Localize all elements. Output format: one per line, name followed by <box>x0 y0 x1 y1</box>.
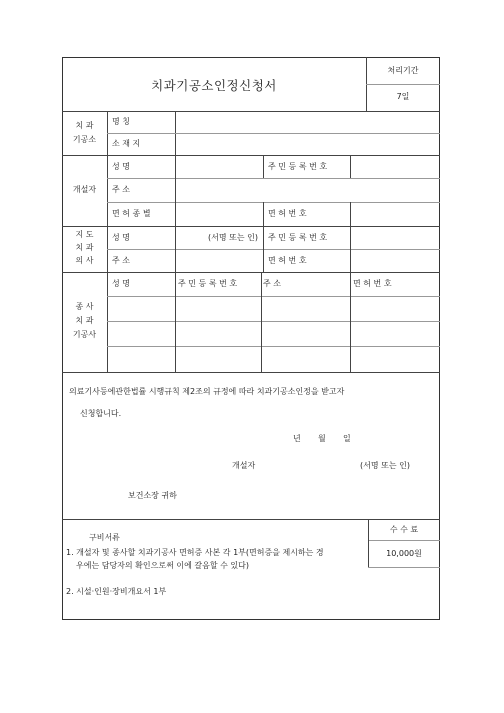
fee-amount: 10,000원 <box>386 549 422 558</box>
supervisor-address-label: 주 소 <box>112 256 130 265</box>
supervisor-name-label: 성 명 <box>112 233 130 242</box>
staff-col-divider-1 <box>175 272 176 372</box>
date-month: 월 <box>318 434 326 443</box>
staff-row-divider-1 <box>107 296 440 297</box>
lab-section-label-2: 기공소 <box>72 135 97 144</box>
supervisor-section-label-2: 치 과 <box>75 243 94 252</box>
processing-period-label: 처리기간 <box>387 66 419 75</box>
fee-divider <box>368 540 440 541</box>
supervisor-address-field[interactable] <box>176 250 262 271</box>
supervisor-rrn-label: 주 민 등 록 번 호 <box>268 233 328 242</box>
supervisor-license-no-field[interactable] <box>351 250 439 271</box>
fee-amount-bottom-border <box>368 567 440 568</box>
supervisor-rrn-field[interactable] <box>351 227 439 248</box>
documents-item-2: 2. 시설·인원·장비개요서 1부 <box>66 587 167 596</box>
staff-col-divider-2 <box>261 272 262 372</box>
form-title: 치과기공소인정신청서 <box>151 78 277 93</box>
processing-period-value: 7일 <box>396 92 410 101</box>
supervisor-section-label-3: 의 사 <box>75 256 94 265</box>
staff-section-label-1: 종 사 <box>75 302 94 311</box>
supervisor-section-label-1: 지 도 <box>75 230 94 239</box>
applicant-signature-hint: (서명 또는 인) <box>360 461 410 470</box>
founder-address-label: 주 소 <box>112 185 130 194</box>
documents-item-1-line-2: 우에는 담당자의 확인으로써 이에 갈음할 수 있다) <box>76 561 249 570</box>
supervisor-license-no-label: 면 허 번 호 <box>268 256 307 265</box>
date-day: 일 <box>343 434 351 443</box>
founder-license-type-field[interactable] <box>176 203 262 225</box>
staff-row-divider-2 <box>107 321 440 322</box>
documents-header: 구비서류 <box>89 533 120 542</box>
founder-name-field[interactable] <box>176 156 262 177</box>
founder-mid-divider-1 <box>263 155 264 178</box>
statement-line-1: 의료기사등에관한법률 시행규칙 제2조의 규정에 따라 치과기공소인정을 받고자 <box>69 387 345 396</box>
lab-name-label: 명 칭 <box>112 117 130 126</box>
staff-row-divider-3 <box>107 346 440 347</box>
supervisor-signature-hint: (서명 또는 인) <box>208 233 258 242</box>
documents-item-1-line-1: 1. 개설자 및 종사할 치과기공사 면허증 사본 각 1부(면허증을 제시하는 경 <box>66 548 324 557</box>
staff-col-divider-3 <box>350 272 351 372</box>
founder-section-label: 개설자 <box>72 185 97 194</box>
applicant-label: 개설자 <box>232 461 256 470</box>
statement-line-2: 신청합니다. <box>80 409 122 418</box>
founder-license-no-field[interactable] <box>351 203 439 225</box>
staff-section-label-2: 치 과 <box>75 316 94 325</box>
section-label-column <box>107 111 108 372</box>
founder-rrn-label: 주 민 등 록 번 호 <box>268 162 328 171</box>
lab-location-field[interactable] <box>176 134 439 155</box>
lab-section-label <box>62 119 107 147</box>
lab-location-label: 소 재 지 <box>112 139 141 148</box>
documents-section-top <box>62 519 440 520</box>
lab-section-label-1: 치 과 <box>75 121 94 130</box>
founder-rrn-field[interactable] <box>351 156 439 177</box>
processing-period-divider <box>366 84 440 85</box>
founder-name-label: 성 명 <box>112 162 130 171</box>
staff-col-rrn: 주 민 등 록 번 호 <box>178 279 238 288</box>
founder-license-no-label: 면 허 번 호 <box>268 209 307 218</box>
staff-col-address: 주 소 <box>263 279 281 288</box>
fee-label: 수 수 료 <box>389 525 419 534</box>
founder-license-type-label: 면 허 종 별 <box>112 209 151 218</box>
staff-section-label-3: 기공사 <box>72 330 97 339</box>
founder-mid-divider-2 <box>263 202 264 226</box>
supervisor-mid-divider <box>263 226 264 272</box>
addressee: 보건소장 귀하 <box>128 491 177 500</box>
founder-address-field[interactable] <box>176 179 439 201</box>
staff-col-license: 면 허 번 호 <box>353 279 392 288</box>
date-year: 년 <box>293 434 301 443</box>
staff-section-top <box>62 272 440 273</box>
lab-name-field[interactable] <box>176 112 439 133</box>
staff-col-name: 성 명 <box>112 279 130 288</box>
statement-section-top <box>62 372 440 373</box>
staff-section-label <box>62 300 107 342</box>
supervisor-section-label <box>62 228 107 267</box>
